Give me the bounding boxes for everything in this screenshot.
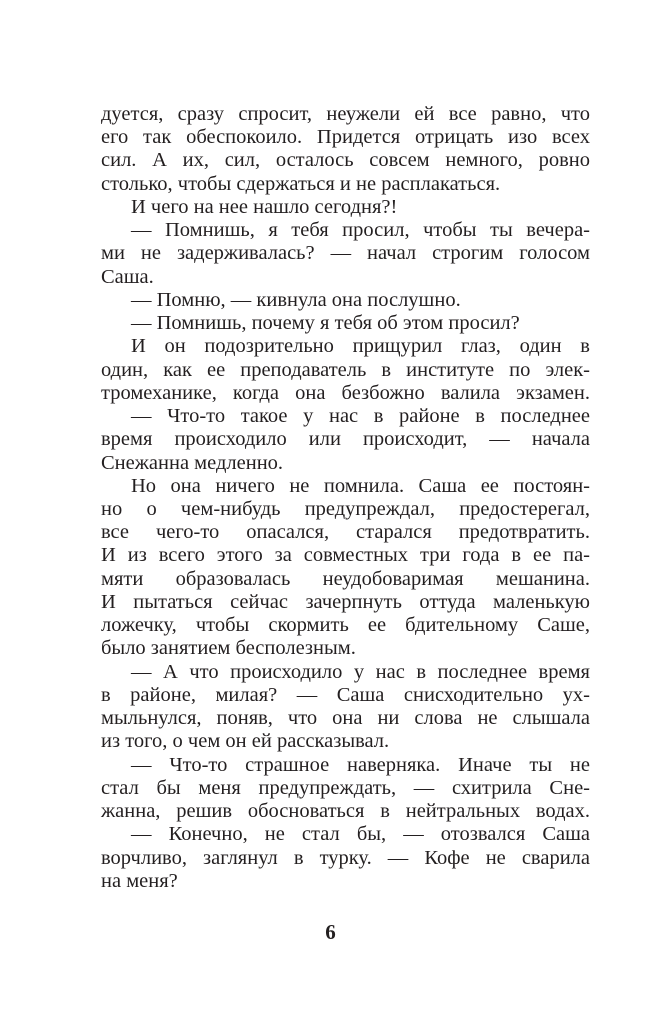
text-line: — Что-то такое у нас в районе в последнее [131, 405, 590, 428]
text-line: время происходило или происходит, — начала [101, 428, 590, 451]
page-number: 6 [325, 920, 336, 944]
body-text [101, 103, 590, 893]
text-line: — Помнишь, я тебя просил, чтобы ты вечера- [131, 219, 590, 242]
text-line: Но она ничего не помнила. Саша ее постоян- [131, 474, 590, 497]
text-line: сил. А их, сил, осталось совсем немного, ровно [101, 149, 590, 172]
text-line: из того, о чем он ей рассказывал. [101, 730, 390, 753]
text-line: все чего-то опасался, старался предотвратить. [101, 521, 590, 544]
text-line: мяти образовалась неудобоваримая мешанина. [101, 567, 590, 590]
text-line: было занятием бесполезным. [101, 637, 356, 660]
text-line: И из всего этого за совместных три года в ее па- [101, 544, 590, 567]
text-line: дуется, сразу спросит, неужели ей все равно, что [101, 103, 590, 125]
text-line: его так обеспокоило. Придется отрицать изо всех [101, 126, 590, 149]
text-line: в районе, милая? — Саша снисходительно ух- [101, 683, 590, 706]
text-line: на меня? [101, 869, 178, 892]
text-line: Саша. [101, 265, 154, 288]
text-line: столько, чтобы сдержаться и не расплакаться. [101, 172, 501, 195]
text-line: И он подозрительно прищурил глаз, один в [131, 335, 590, 358]
text-line: тромеханике, когда она безбожно валила экзамен. [101, 381, 590, 404]
text-line: жанна, решив обосноваться в нейтральных водах. [101, 800, 590, 823]
text-line: — Помнишь, почему я тебя об этом просил? [131, 312, 520, 335]
text-line: стал бы меня предупреждать, — схитрила Сне- [101, 776, 590, 799]
text-line: И чего на нее нашло сегодня?! [131, 195, 398, 218]
text-line: мыльнулся, поняв, что она ни слова не слышала [101, 707, 590, 730]
text-line: ложечку, чтобы скормить ее бдительному Саше, [101, 614, 590, 637]
text-line: — Что-то страшное наверняка. Иначе ты не [131, 753, 590, 776]
text-line: но о чем-нибудь предупреждал, предостерегал, [101, 497, 590, 520]
text-line: ворчливо, заглянул в турку. — Кофе не сварила [101, 846, 590, 869]
text-line: — А что происходило у нас в последнее время [131, 660, 590, 683]
text-line: — Помню, — кивнула она послушно. [131, 288, 461, 311]
text-line: Снежанна медленно. [101, 451, 284, 474]
text-line: И пытаться сейчас зачерпнуть оттуда маленькую [101, 590, 590, 613]
text-line: один, как ее преподаватель в институте по элек- [101, 358, 590, 381]
text-line: — Конечно, не стал бы, — отозвался Саша [131, 823, 590, 846]
text-line: ми не задерживалась? — начал строгим голосом [101, 242, 590, 265]
